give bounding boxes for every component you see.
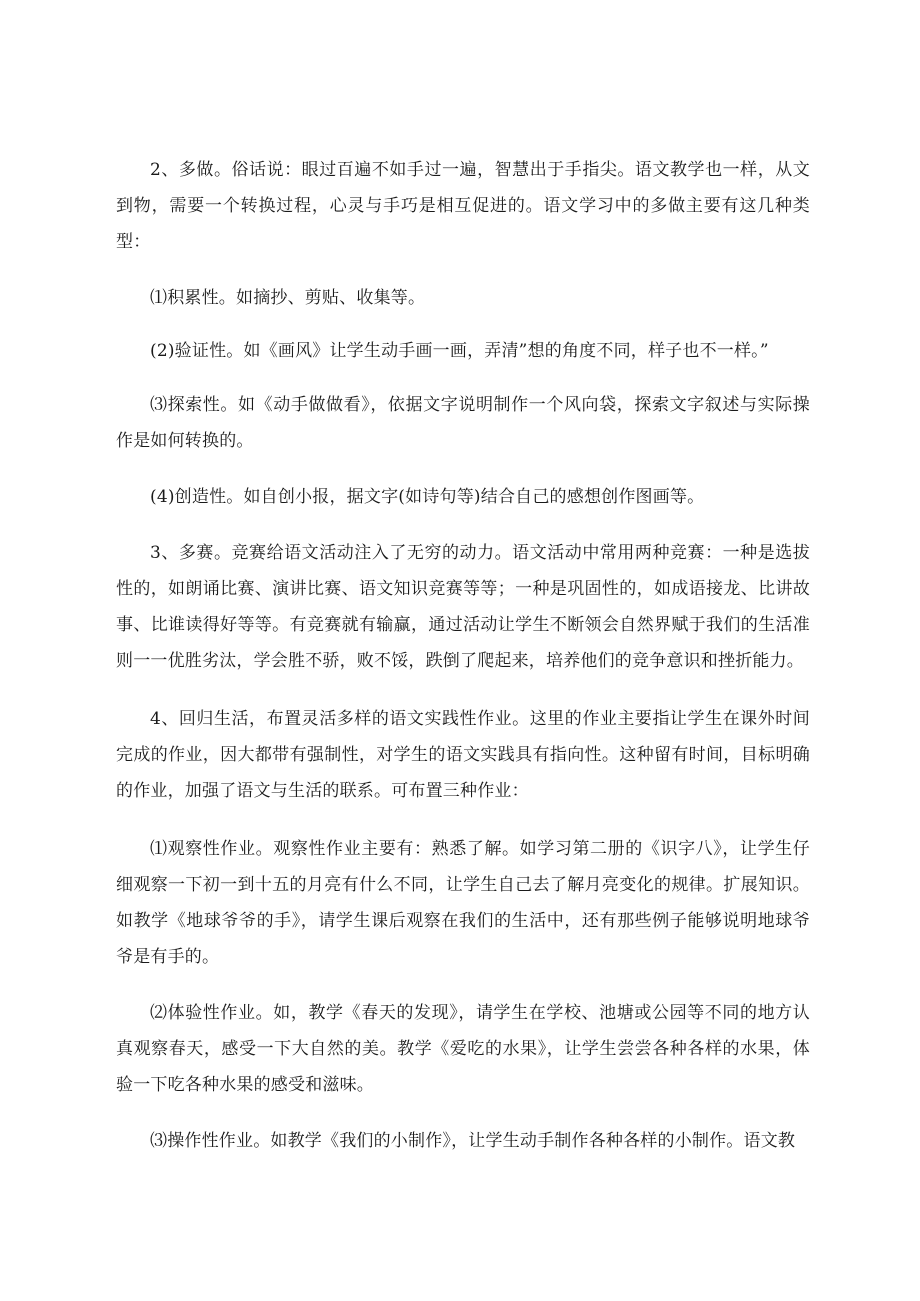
- paragraph-accumulation: ⑴积累性。如摘抄、剪贴、收集等。: [150, 288, 426, 308]
- paragraph-verification: (2)验证性。如《画风》让学生动手画一画，弄清”想的角度不同，样子也不一样。”: [150, 341, 769, 361]
- paragraph-exploration: ⑶探索性。如《动手做做看》，依据文字说明制作一个风向袋，探索文字叙述与实际操作是如何转换的。: [116, 395, 810, 451]
- paragraph-experience-homework: ⑵体验性作业。如，教学《春天的发现》，请学生在学校、池塘或公园等不同的地方认真观察春天，感受一下大自然的美。教学《爱吃的水果》，让学生尝尝各种各样的水果，体验一下吃各种水果的感受和滋味。: [116, 1003, 810, 1095]
- paragraph-return-to-life: 4、回归生活，布置灵活多样的语文实践性作业。这里的作业主要指让学生在课外时间完成的作业，因大都带有强制性，对学生的语文实践具有指向性。这种留有时间，目标明确的作业，加强了语文与生活的联系。可布置三种作业：: [116, 709, 810, 801]
- paragraph-operation-homework: ⑶操作性作业。如教学《我们的小制作》，让学生动手制作各种各样的小制作。语文教: [150, 1131, 796, 1151]
- paragraph-observation-homework: ⑴观察性作业。观察性作业主要有：熟悉了解。如学习第二册的《识字八》，让学生仔细观察一下初一到十五的月亮有什么不同，让学生自己去了解月亮变化的规律。扩展知识。如教学《地球爷爷的手》，请学生课后观察在我们的生活中，还有那些例子能够说明地球爷爷是有手的。: [116, 839, 810, 967]
- paragraph-more-competition: 3、多赛。竞赛给语文活动注入了无穷的动力。语文活动中常用两种竞赛：一种是选拔性的，如朗诵比赛、演讲比赛、语文知识竞赛等等；一种是巩固性的，如成语接龙、比讲故事、比谁读得好等等。有竞赛就有输赢，通过活动让学生不断领会自然界赋于我们的生活准则一一优胜劣汰，学会胜不骄，败不馁，跌倒了爬起来，培养他们的竞争意识和挫折能力。: [116, 543, 810, 671]
- paragraph-more-doing: 2、多做。俗话说：眼过百遍不如手过一遍，智慧出于手指尖。语文教学也一样，从文到物，需要一个转换过程，心灵与手巧是相互促进的。语文学习中的多做主要有这几种类型：: [116, 160, 810, 252]
- paragraph-creativity: (4)创造性。如自创小报，据文字(如诗句等)结合自己的感想创作图画等。: [150, 487, 705, 507]
- document-body: [116, 152, 810, 1159]
